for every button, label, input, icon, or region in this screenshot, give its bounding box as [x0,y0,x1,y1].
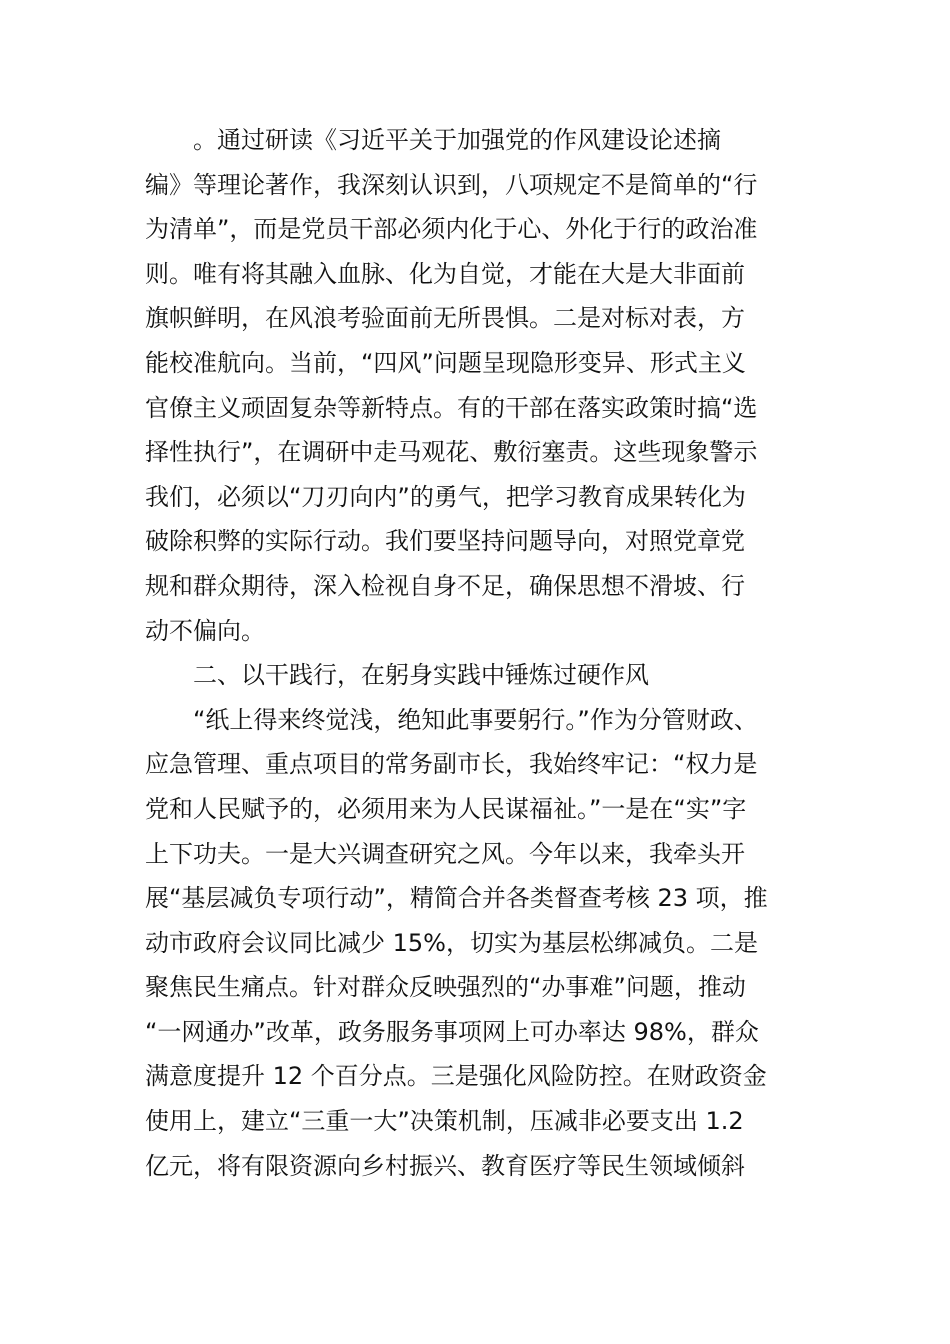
text-line: 聚焦民生痛点。针对群众反映强烈的“办事难”问题，推动 [145,973,746,1002]
text-line: 我们，必须以“刀刃向内”的勇气，把学习教育成果转化为 [145,482,746,511]
text-line: 展“基层减负专项行动”，精简合并各类督查考核 23 项，推 [145,884,768,913]
text-line: 择性执行”，在调研中走马观花、敷衍塞责。这些现象警示 [145,438,758,467]
text-line: 亿元，将有限资源向乡村振兴、教育医疗等民生领域倾斜 [145,1151,745,1180]
text-line: “纸上得来终觉浅，绝知此事要躬行。”作为分管财政、 [193,705,758,734]
text-line: 规和群众期待，深入检视自身不足，确保思想不滑坡、行 [145,571,745,600]
text-line: 为清单”，而是党员干部必须内化于心、外化于行的政治准 [145,215,758,244]
section-heading: 二、以干践行，在躬身实践中锤炼过硬作风 [193,661,649,690]
text-line: 满意度提升 12 个百分点。三是强化风险防控。在财政资金 [145,1062,767,1091]
text-line: 旗帜鲜明，在风浪考验面前无所畏惧。二是对标对表，方 [145,304,745,333]
text-line: 动不偏向。 [145,616,265,645]
text-line: 应急管理、重点项目的常务副市长，我始终牢记：“权力是 [145,750,758,779]
text-line: 动市政府会议同比减少 15%，切实为基层松绑减负。二是 [145,928,758,957]
text-line: 。通过研读《习近平关于加强党的作风建设论述摘 [193,126,721,154]
text-line: 党和人民赋予的，必须用来为人民谋福祉。”一是在“实”字 [145,794,747,823]
text-line: 破除积弊的实际行动。我们要坚持问题导向，对照党章党 [145,527,745,556]
document-body [145,118,809,1188]
text-line: “一网通办”改革，政务服务事项网上可办率达 98%，群众 [145,1017,759,1046]
text-line: 使用上，建立“三重一大”决策机制，压减非必要支出 1.2 [145,1107,744,1136]
text-line: 则。唯有将其融入血脉、化为自觉，才能在大是大非面前 [145,259,745,288]
text-line: 官僚主义顽固复杂等新特点。有的干部在落实政策时搞“选 [145,393,758,422]
text-line: 编》等理论著作，我深刻认识到，八项规定不是简单的“行 [145,170,758,199]
text-line: 上下功夫。一是大兴调查研究之风。今年以来，我牵头开 [145,839,745,868]
text-line: 能校准航向。当前，“四风”问题呈现隐形变异、形式主义 [145,348,746,377]
